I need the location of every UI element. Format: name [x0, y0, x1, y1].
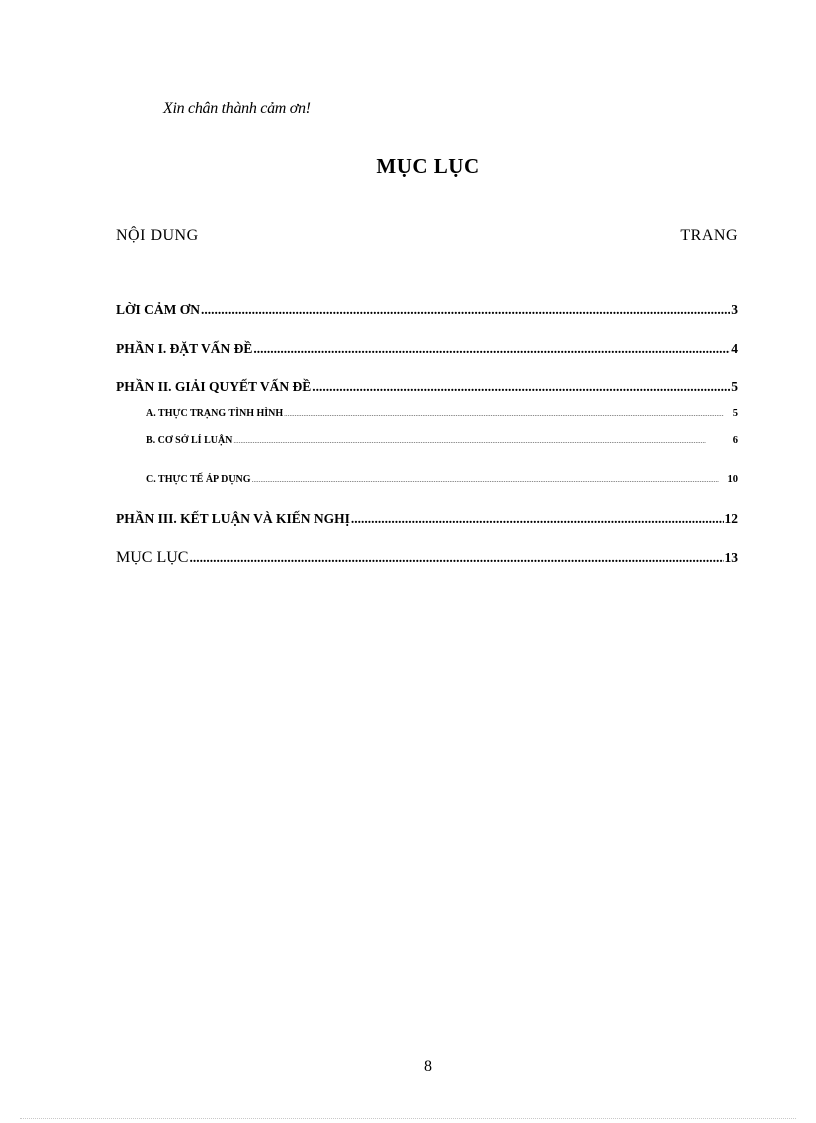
dot-leader	[351, 511, 724, 527]
dot-leader	[201, 302, 730, 318]
toc-entry-label: MỤC LỤC	[116, 549, 189, 566]
dot-leader	[312, 379, 730, 395]
page-column-header: TRANG	[680, 227, 738, 244]
toc-entry-part-2	[116, 379, 738, 395]
toc-entry-part-3	[116, 511, 738, 527]
bottom-dotted-rule	[20, 1118, 796, 1119]
dot-leader	[284, 410, 724, 418]
dot-leader	[253, 341, 730, 357]
page-number: 8	[424, 1058, 432, 1075]
toc-subentry-c	[146, 474, 738, 485]
toc-entry-page: 3	[731, 302, 738, 317]
toc-entry-label: PHẦN I. ĐẶT VẤN ĐỀ	[116, 341, 253, 356]
toc-entry-page: 5	[731, 379, 738, 394]
toc-title: MỤC LỤC	[376, 154, 480, 178]
toc-entry-page: 12	[724, 511, 738, 526]
thanks-line: Xin chân thành cảm ơn!	[163, 100, 311, 117]
toc-entry-label: PHẦN II. GIẢI QUYẾT VẤN ĐỀ	[116, 379, 312, 394]
dot-leader	[252, 476, 719, 484]
toc-entry-label: B. CƠ SỞ LÍ LUẬN	[146, 435, 233, 446]
toc-subentry-a	[146, 408, 738, 419]
dot-leader	[233, 437, 723, 445]
toc-entry-label: LỜI CẢM ƠN	[116, 302, 200, 317]
dot-leader	[189, 550, 723, 566]
toc-entry-acknowledgement	[116, 302, 738, 318]
toc-entry-page: 13	[724, 550, 738, 565]
toc-entry-part-1	[116, 341, 738, 357]
toc-entry-label: A. THỰC TRẠNG TÌNH HÌNH	[146, 408, 284, 419]
toc-entry-page: 6	[732, 435, 738, 446]
toc-subentry-b	[146, 435, 738, 446]
content-column-header: NỘI DUNG	[116, 227, 199, 244]
toc-entry-label: PHẦN III. KẾT LUẬN VÀ KIẾN NGHỊ	[116, 511, 350, 526]
toc-entry-contents	[116, 549, 738, 567]
toc-entry-page: 5	[732, 408, 738, 419]
toc-entry-page: 10	[727, 474, 738, 485]
toc-entry-label: C. THỰC TẾ ÁP DỤNG	[146, 474, 251, 485]
toc-entry-page: 4	[731, 341, 738, 356]
